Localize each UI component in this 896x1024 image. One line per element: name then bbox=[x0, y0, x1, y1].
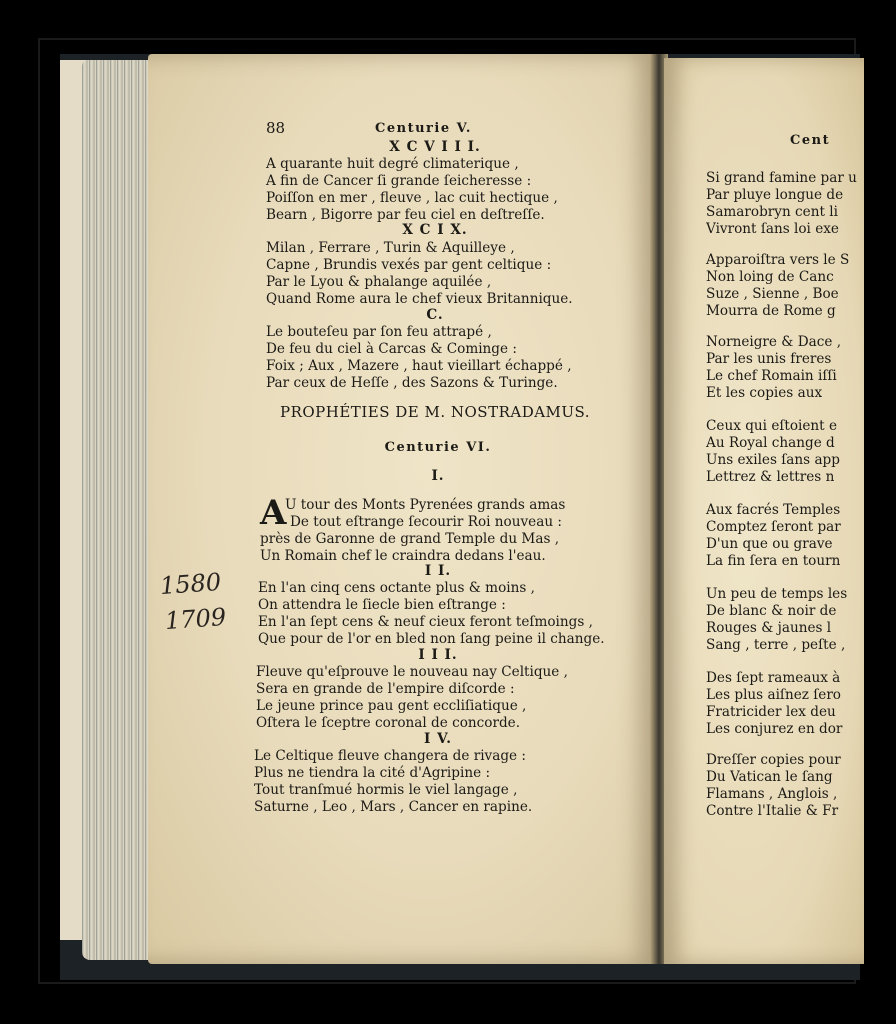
verse-line: En l'an cinq cens octante plus & moins , bbox=[258, 580, 535, 596]
verse-line: A fin de Cancer ſi grande ſeicheresse : bbox=[266, 173, 532, 189]
verse-line: Par le Lyou & phalange aquilée , bbox=[266, 274, 492, 290]
verse-line: Uns exiles ſans app bbox=[706, 452, 840, 468]
verse-line: Que pour de l'or en bled non ſang peine il change. bbox=[258, 631, 605, 647]
verse-line: Mourra de Rome g bbox=[706, 303, 836, 319]
page-edges bbox=[82, 60, 154, 960]
section-numeral: C. bbox=[426, 307, 444, 323]
verse-line: Par pluye longue de bbox=[706, 187, 844, 203]
verse-line: Les conjurez en dor bbox=[706, 721, 843, 737]
handwritten-note: 1709 bbox=[164, 602, 227, 636]
page-number: 88 bbox=[266, 119, 286, 137]
quatrain-numeral: I I. bbox=[424, 563, 452, 579]
verse-line: Contre l'Italie & Fr bbox=[706, 803, 839, 819]
right-running-head: Cent bbox=[790, 133, 831, 148]
verse-line: A quarante huit degré climaterique , bbox=[266, 156, 519, 172]
verse-line: Aux facrés Temples bbox=[706, 502, 841, 518]
verse-line: Le Celtique fleuve changera de rivage : bbox=[254, 748, 526, 764]
verse-line: Du Vatican le ſang bbox=[706, 769, 833, 785]
book-title: PROPHÉTIES DE M. NOSTRADAMUS. bbox=[280, 403, 591, 421]
verse-line: Des ſept rameaux à bbox=[706, 670, 841, 686]
verse-line: Le bouteſeu par ſon feu attrapé , bbox=[266, 324, 492, 340]
verse-line: Bearn , Bigorre par feu ciel en deſtreſſe. bbox=[266, 207, 545, 223]
verse-line: D'un que ou grave bbox=[706, 536, 833, 552]
verse-line: De blanc & noir de bbox=[706, 603, 837, 619]
verse-line: Par les unis freres bbox=[706, 351, 832, 367]
verse-line: Capne , Brundis vexés par gent celtique : bbox=[266, 257, 552, 273]
verse-line: Lettrez & lettres n bbox=[706, 469, 835, 485]
verse-line: Ceux qui eſtoient e bbox=[706, 418, 838, 434]
verse-line: Rouges & jaunes l bbox=[706, 620, 832, 636]
verse-line: Norneigre & Dace , bbox=[706, 334, 842, 350]
verse-line: Oſtera le ſceptre coronal de concorde. bbox=[256, 715, 521, 731]
verse-line: Le chef Romain iſſi bbox=[706, 368, 837, 384]
verse-line: Si grand famine par u bbox=[706, 170, 857, 186]
verse-line: En l'an ſept cens & neuf cieux feront teſmoings , bbox=[258, 614, 593, 630]
verse-line: Le jeune prince pau gent eccliſiatique , bbox=[256, 698, 527, 714]
verse-line: Suze , Sienne , Boe bbox=[706, 286, 839, 302]
verse-line: Saturne , Leo , Mars , Cancer en rapine. bbox=[254, 799, 533, 815]
verse-line: On attendra le ſiecle bien eſtrange : bbox=[258, 597, 506, 613]
verse-line: près de Garonne de grand Temple du Mas , bbox=[260, 531, 560, 547]
verse-line: Tout tranſmué hormis le viel langage , bbox=[254, 782, 518, 798]
verse-line: Samarobryn cent li bbox=[706, 204, 838, 220]
verse-line: Foix ; Aux , Mazere , haut vieillart échappé , bbox=[266, 358, 572, 374]
verse-line: Les plus aiſnez ſero bbox=[706, 687, 841, 703]
verse-line: U tour des Monts Pyrenées grands amas bbox=[285, 497, 566, 513]
verse-line: Dreſſer copies pour bbox=[706, 752, 841, 768]
verse-line: Comptez ſeront par bbox=[706, 519, 841, 535]
verse-line: Apparoiſtra vers le S bbox=[706, 252, 850, 268]
verse-line: Milan , Ferrare , Turin & Aquilleye , bbox=[266, 240, 515, 256]
verse-line: Fleuve qu'eſprouve le nouveau nay Celtique , bbox=[256, 664, 568, 680]
verse-line: Poiſſon en mer , fleuve , lac cuit hectique , bbox=[266, 190, 558, 206]
handwritten-note: 1580 bbox=[159, 567, 222, 601]
verse-line: Quand Rome aura le chef vieux Britannique. bbox=[266, 291, 573, 307]
quatrain-numeral: I. bbox=[431, 468, 445, 484]
verse-line: Flamans , Anglois , bbox=[706, 786, 838, 802]
section-numeral: X C I X. bbox=[402, 222, 468, 238]
centurie-title: Centurie VI. bbox=[384, 440, 492, 455]
verse-line: Et les copies aux bbox=[706, 385, 823, 401]
quatrain-numeral: I V. bbox=[424, 731, 452, 747]
verse-line: Sera en grande de l'empire diſcorde : bbox=[256, 681, 515, 697]
verse-line: De tout eſtrange ſecourir Roi nouveau : bbox=[290, 514, 562, 530]
verse-line: Fratricider lex deu bbox=[706, 704, 836, 720]
verse-line: Un Romain chef le craindra dedans l'eau. bbox=[260, 548, 546, 564]
verse-line: Un peu de temps les bbox=[706, 586, 848, 602]
section-numeral: X C V I I I. bbox=[389, 139, 481, 155]
quatrain-numeral: I I I. bbox=[418, 647, 458, 663]
verse-line: Au Royal change d bbox=[706, 435, 835, 451]
verse-line: Plus ne tiendra la cité d'Agripine : bbox=[254, 765, 491, 781]
right-page-text bbox=[658, 130, 857, 850]
verse-line: La fin ſera en tourn bbox=[706, 553, 841, 569]
running-head: Centurie V. bbox=[375, 121, 472, 136]
verse-line: Par ceux de Heſſe , des Sazons & Turinge. bbox=[266, 375, 558, 391]
verse-line: Sang , terre , peſte , bbox=[706, 637, 846, 653]
verse-line: Non loing de Canc bbox=[706, 269, 834, 285]
verse-line: De feu du ciel à Carcas & Cominge : bbox=[266, 341, 517, 357]
verse-line: Vivront ſans loi exe bbox=[706, 221, 839, 237]
drop-cap: A bbox=[260, 493, 287, 533]
